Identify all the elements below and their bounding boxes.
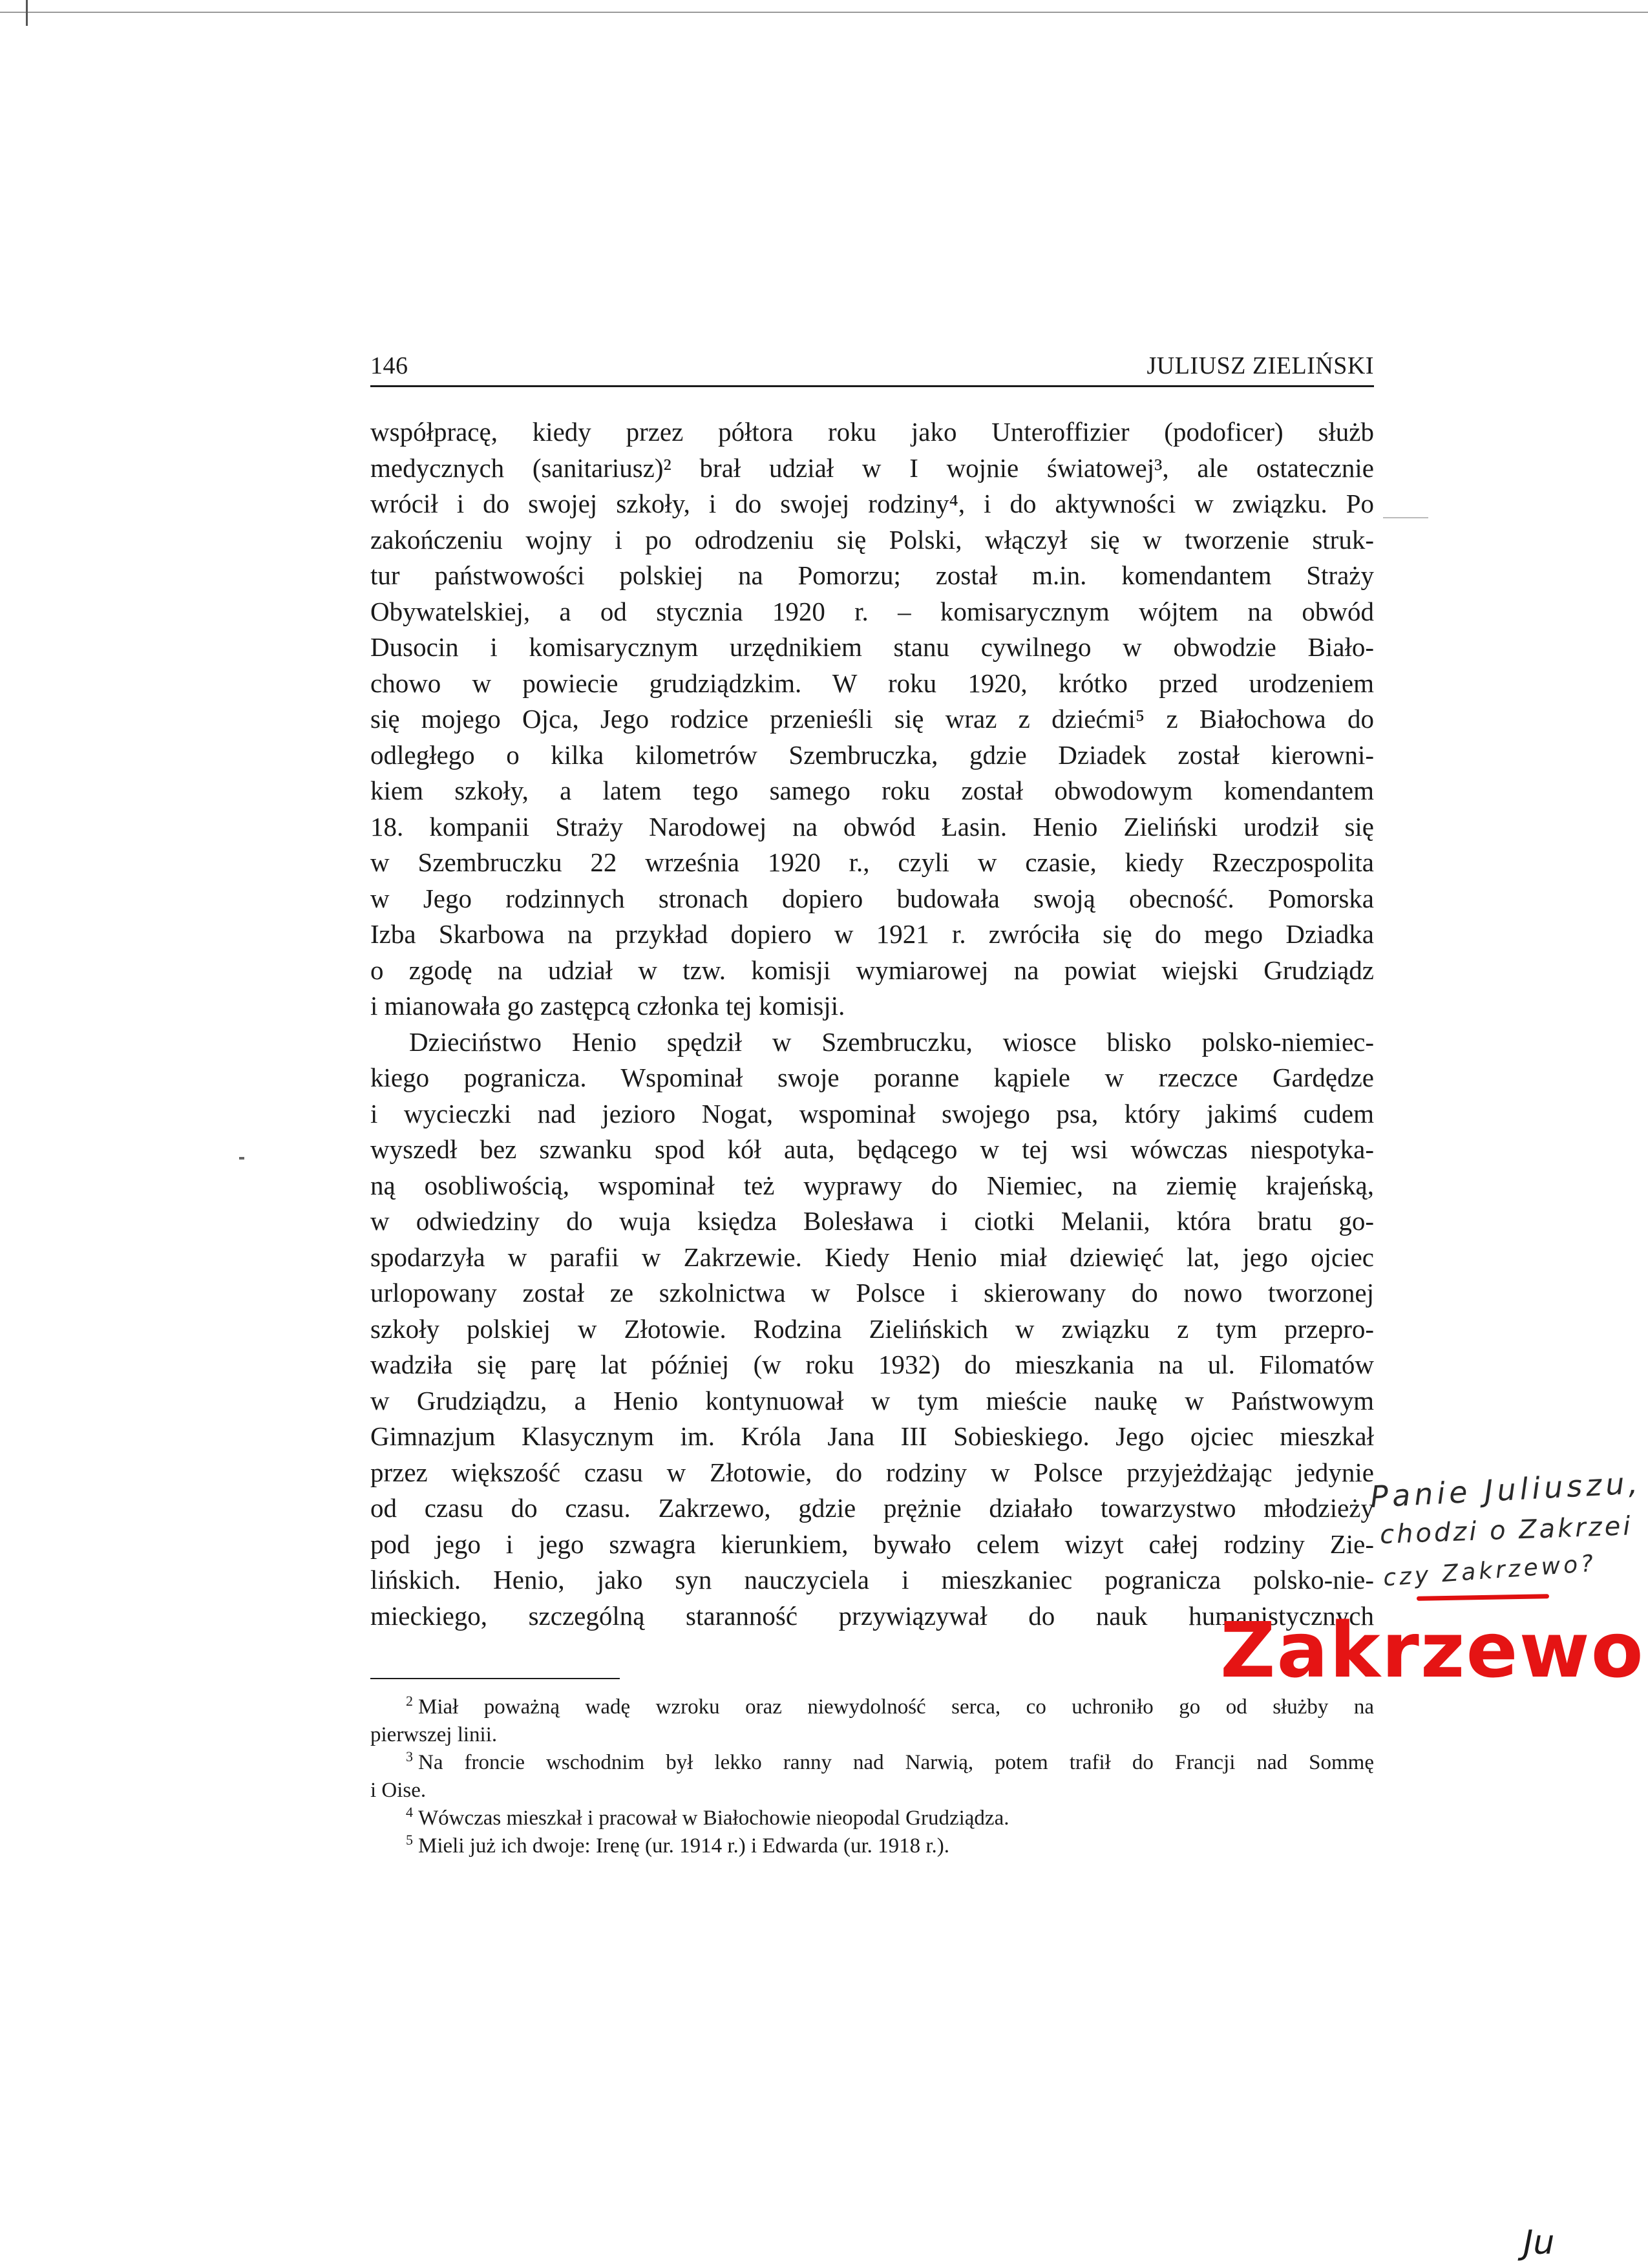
footnotes [370, 1693, 1374, 1860]
text-line: przez większość czasu w Złotowie, do rodziny w Polsce przyjeżdżając jedynie [370, 1457, 1374, 1487]
handwritten-note-line2: chodzi o Zakrzei [1379, 1511, 1634, 1550]
text-line: od czasu do czasu. Zakrzewo, gdzie prężnie działało towarzystwo młodzieży [370, 1493, 1374, 1523]
footnote-3 [370, 1749, 1374, 1777]
text-line: i mianowała go zastępcą członka tej komisji. [370, 991, 845, 1021]
text-line: wrócił i do swojej szkoły, i do swojej rodziny⁴, i do aktywności w związku. Po [370, 489, 1374, 518]
text-line: pod jego i jego szwagra kierunkiem, bywało celem wizyt całej rodziny Zie- [370, 1529, 1374, 1559]
text-line: mieckiego, szczególną staranność przywiązywał do nauk humanistycznych [370, 1600, 1374, 1631]
red-underline [1417, 1594, 1549, 1601]
handwritten-note-line1: Panie Juliuszu, [1369, 1465, 1643, 1514]
text-line: kiego pogranicza. Wspominał swoje poranne kąpiele w rzeczce Gardędze [370, 1063, 1374, 1092]
footnote-text: Wówczas mieszkał i pracował w Białochowie nieopodal Grudziądza. [418, 1807, 1009, 1830]
text-line: spodarzyła w parafii w Zakrzewie. Kiedy Henio miał dziewięć lat, jego ojciec [370, 1242, 1374, 1272]
footnote-number: 3 [406, 1748, 413, 1765]
text-line: urlopowany został ze szkolnictwa w Polsce i skierowany do nowo tworzonej [370, 1278, 1374, 1308]
text-line: chowo w powiecie grudziądzkim. W roku 1920, krótko przed urodzeniem [370, 668, 1374, 698]
text-line: medycznych (sanitariusz)² brał udział w I wojnie światowej³, ale ostatecznie [370, 452, 1374, 483]
footnote-2 [370, 1693, 1374, 1721]
running-head [370, 349, 1374, 383]
text-line: kiem szkoły, a latem tego samego roku został obwodowym komendantem [370, 776, 1374, 805]
text-line: się mojego Ojca, Jego rodzice przenieśli się wraz z dziećmi⁵ z Białochowa do [370, 704, 1374, 734]
footnote-number: 4 [406, 1804, 413, 1820]
text-line: tur państwowości polskiej na Pomorzu; został m.in. komendantem Straży [370, 560, 1374, 590]
text-line: wadziła się parę lat później (w roku 1932) do mieszkania na ul. Filomatów [370, 1350, 1374, 1379]
page-number: 146 [370, 352, 408, 379]
footnote-text: i Oise. [370, 1779, 427, 1802]
text-line: wyszedł bez szwanku spod kół auta, będącego w tej wsi wówczas niespotyka- [370, 1134, 1374, 1164]
footnote-5 [370, 1832, 1374, 1860]
text-line: współpracę, kiedy przez półtora roku jako Unteroffizier (podoficer) służb [370, 417, 1374, 447]
footnote-text: Na froncie wschodnim był lekko ranny nad Narwią, potem trafił do Francji nad Sommę [418, 1751, 1374, 1774]
text-line: ną osobliwością, wspominał też wyprawy do Niemiec, na ziemię krajeńską, [370, 1170, 1374, 1200]
text-line: o zgodę na udział w tzw. komisji wymiarowej na powiat wiejski Grudziądz [370, 955, 1374, 985]
text-line: w odwiedziny do wuja księdza Bolesława i ciotki Melanii, która bratu go- [370, 1206, 1374, 1236]
handwritten-note-line3: czy Zakrzewo? [1382, 1550, 1598, 1592]
text-line: w Grudziądzu, a Henio kontynuował w tym mieście naukę w Państwowym [370, 1385, 1374, 1415]
text-line: Obywatelskiej, a od stycznia 1920 r. – komisarycznym wójtem na obwód [370, 596, 1374, 626]
text-line: szkoły polskiej w Złotowie. Rodzina Zielińskich w związku z tym przepro- [370, 1313, 1374, 1344]
footnote-number: 2 [406, 1693, 413, 1709]
running-head-author: JULIUSZ ZIELIŃSKI [1146, 352, 1374, 379]
red-correction-label: Zakrzewo [1220, 1606, 1645, 1695]
scan-edge-left [26, 0, 28, 26]
footnote-text: Miał poważną wadę wzroku oraz niewydolność serca, co uchroniło go od służby na [418, 1695, 1374, 1719]
text-line: Izba Skarbowa na przykład dopiero w 1921 r. zwróciła się do mego Dziadka [370, 919, 1374, 949]
text-line: zakończeniu wojny i po odrodzeniu się Polski, włączył się w tworzenie struk- [370, 524, 1374, 555]
text-line: Dzieciństwo Henio spędził w Szembruczku, wiosce blisko polsko-niemiec- [409, 1026, 1374, 1057]
text-line: w Szembruczku 22 września 1920 r., czyli w czasie, kiedy Rzeczpospolita [370, 847, 1374, 877]
margin-pencil-mark [1383, 517, 1428, 518]
footnote-rule [370, 1678, 620, 1679]
main-text [370, 414, 1374, 1634]
header-rule [370, 385, 1374, 387]
footnote-text: Mieli już ich dwoje: Irenę (ur. 1914 r.) i Edwarda (ur. 1918 r.). [418, 1834, 950, 1858]
text-line: Gimnazjum Klasycznym im. Króla Jana III Sobieskiego. Jego ojciec mieszkał [370, 1421, 1374, 1451]
scan-edge-top [0, 12, 1648, 13]
text-line: lińskich. Henio, jako syn nauczyciela i mieszkaniec pogranicza polsko-nie- [370, 1565, 1374, 1595]
margin-dot [239, 1157, 244, 1160]
footnote-text: pierwszej linii. [370, 1723, 498, 1746]
text-line: i wycieczki nad jezioro Nogat, wspominał swojego psa, który jakimś cudem [370, 1098, 1374, 1129]
footnote-number: 5 [406, 1832, 413, 1848]
text-line: odległego o kilka kilometrów Szembruczka, gdzie Dziadek został kierowni- [370, 739, 1374, 770]
footnote-4 [370, 1805, 1374, 1832]
handwritten-corner-mark: Ju [1523, 2223, 1555, 2262]
text-line: w Jego rodzinnych stronach dopiero budowała swoją obecność. Pomorska [370, 883, 1374, 913]
text-line: Dusocin i komisarycznym urzędnikiem stanu cywilnego w obwodzie Biało- [370, 632, 1374, 662]
text-line: 18. kompanii Straży Narodowej na obwód Łasin. Henio Zieliński urodził się [370, 811, 1374, 842]
